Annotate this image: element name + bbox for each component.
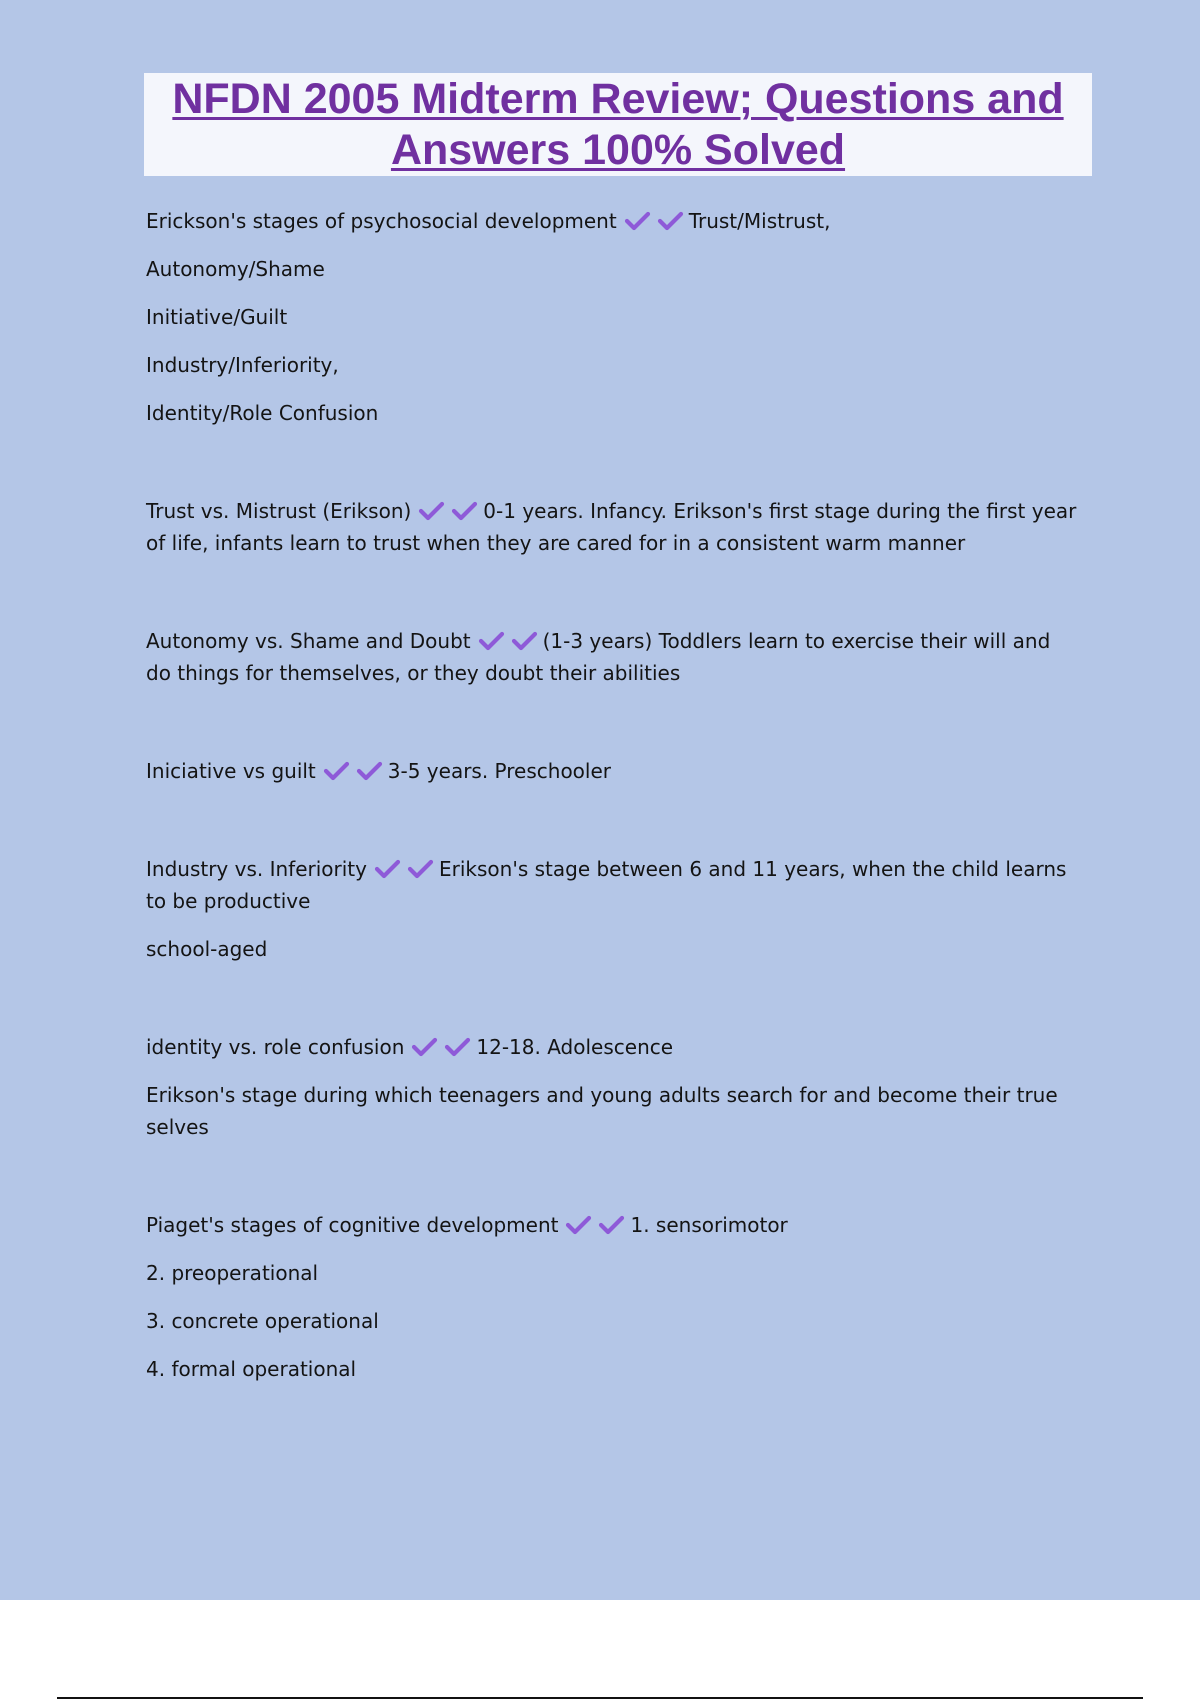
check-icon (356, 761, 383, 781)
answer-text: (1-3 years) Toddlers learn to exercise their will and do things for themselves, or they doubt their abilities (146, 629, 1051, 685)
page-title: NFDN 2005 Midterm Review; Questions and Answers 100% Solved (172, 74, 1064, 174)
double-check-icon (320, 755, 386, 787)
question-text: Industry vs. Inferiority (146, 857, 367, 881)
answer-text: Trust/Mistrust, (688, 209, 831, 233)
check-icon (407, 859, 434, 879)
check-icon (418, 501, 445, 521)
qa-item (146, 853, 1081, 965)
double-check-icon (371, 853, 437, 885)
qa-line (146, 755, 1081, 787)
answer-continuation: Identity/Role Confusion (146, 401, 379, 425)
question-text: Autonomy vs. Shame and Doubt (146, 629, 471, 653)
qa-line (146, 1209, 1081, 1241)
qa-item (146, 205, 1081, 429)
check-icon (323, 761, 350, 781)
answer-text: 3-5 years. Preschooler (387, 759, 612, 783)
footer-divider (57, 1697, 1143, 1699)
answer-text: 1. sensorimotor (630, 1213, 788, 1237)
answer-continuation: 3. concrete operational (146, 1309, 379, 1333)
qa-line (146, 853, 1081, 917)
question-text: Trust vs. Mistrust (Erikson) (146, 499, 412, 523)
check-icon (565, 1215, 592, 1235)
answer-text: Erikson's stage between 6 and 11 years, when the child learns to be productive (146, 857, 1067, 913)
answer-continuation: 2. preoperational (146, 1261, 319, 1285)
double-check-icon (562, 1209, 628, 1241)
double-check-icon (408, 1031, 474, 1063)
check-icon (657, 211, 684, 231)
check-icon (478, 631, 505, 651)
answer-continuation: Autonomy/Shame (146, 257, 325, 281)
qa-item (146, 495, 1081, 559)
double-check-icon (475, 625, 541, 657)
qa-item (146, 625, 1081, 689)
question-text: Piaget's stages of cognitive development (146, 1213, 559, 1237)
double-check-icon (621, 205, 687, 237)
question-text: Erickson's stages of psychosocial development (146, 209, 617, 233)
check-icon (451, 501, 478, 521)
qa-line (146, 625, 1081, 689)
qa-item (146, 1031, 1081, 1143)
qa-list (146, 205, 1081, 1451)
question-text: identity vs. role confusion (146, 1035, 405, 1059)
answer-continuation: Erikson's stage during which teenagers and young adults search for and become their true selves (146, 1083, 1058, 1139)
answer-continuation: Initiative/Guilt (146, 305, 288, 329)
answer-continuation: 4. formal operational (146, 1357, 357, 1381)
check-icon (374, 859, 401, 879)
check-icon (598, 1215, 625, 1235)
qa-line (146, 495, 1081, 559)
check-icon (411, 1037, 438, 1057)
check-icon (511, 631, 538, 651)
check-icon (624, 211, 651, 231)
qa-item (146, 755, 1081, 787)
answer-text: 0-1 years. Infancy. Erikson's first stage during the first year of life, infants learn to trust when they are cared for in a consistent warm manner (146, 499, 1077, 555)
qa-line (146, 1031, 1081, 1063)
qa-item (146, 1209, 1081, 1385)
qa-line (146, 205, 1081, 237)
question-text: Iniciative vs guilt (146, 759, 316, 783)
title-box (144, 73, 1092, 176)
double-check-icon (415, 495, 481, 527)
check-icon (444, 1037, 471, 1057)
answer-continuation: school-aged (146, 937, 268, 961)
answer-continuation: Industry/Inferiority, (146, 353, 339, 377)
answer-text: 12-18. Adolescence (476, 1035, 674, 1059)
